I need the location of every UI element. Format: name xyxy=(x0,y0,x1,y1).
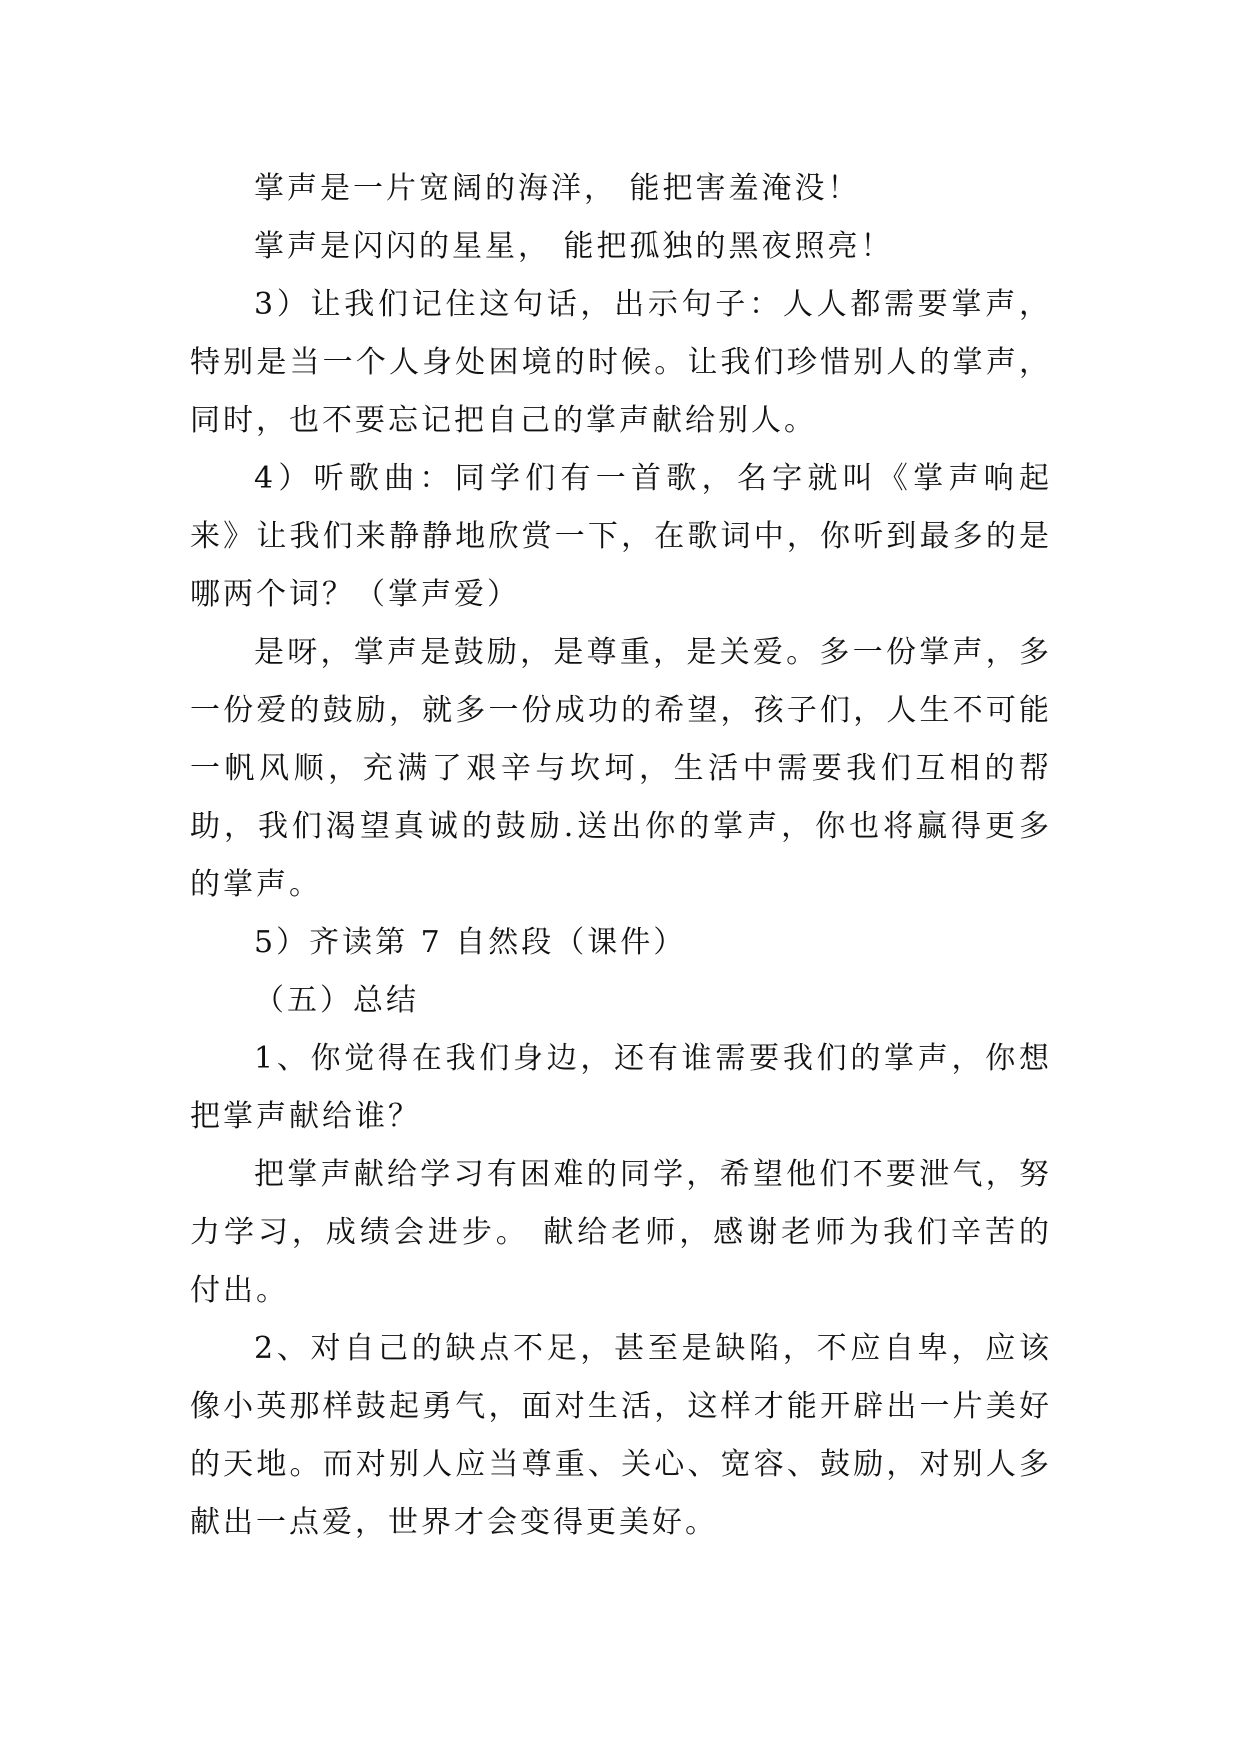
paragraph-step-4: 4）听歌曲：同学们有一首歌，名字就叫《掌声响起来》让我们来静静地欣赏一下，在歌词中，你听到最多的是哪两个词？（掌声爱） xyxy=(190,461,1052,612)
paragraph-step-5: 5）齐读第 7 自然段（课件） xyxy=(254,925,687,960)
paragraph-encouragement: 是呀，掌声是鼓励，是尊重，是关爱。多一份掌声，多一份爱的鼓励，就多一份成功的希望，孩子们，人生不可能一帆风顺，充满了艰辛与坎坷，生活中需要我们互相的帮助，我们渴望真诚的鼓励.送出你的掌声，你也将赢得更多的掌声。 xyxy=(190,635,1052,902)
document-body xyxy=(190,160,1052,1552)
paragraph-step-3: 3）让我们记住这句话，出示句子：人人都需要掌声，特别是当一个人身处困境的时候。让我们珍惜别人的掌声，同时，也不要忘记把自己的掌声献给别人。 xyxy=(190,287,1052,438)
paragraph-applause-ocean: 掌声是一片宽阔的海洋， 能把害羞淹没！ xyxy=(254,171,861,206)
paragraph-applause-stars: 掌声是闪闪的星星， 能把孤独的黑夜照亮！ xyxy=(254,229,894,264)
paragraph-point-2: 2、对自己的缺点不足，甚至是缺陷，不应自卑，应该像小英那样鼓起勇气，面对生活，这样才能开辟出一片美好的天地。而对别人应当尊重、关心、宽容、鼓励，对别人多献出一点爱，世界才会变得更美好。 xyxy=(190,1331,1052,1540)
paragraph-question-1: 1、你觉得在我们身边，还有谁需要我们的掌声，你想把掌声献给谁？ xyxy=(190,1041,1052,1134)
paragraph-answer-1: 把掌声献给学习有困难的同学，希望他们不要泄气，努力学习，成绩会进步。 献给老师，感谢老师为我们辛苦的付出。 xyxy=(190,1157,1052,1308)
section-heading-summary: （五）总结 xyxy=(254,983,419,1018)
